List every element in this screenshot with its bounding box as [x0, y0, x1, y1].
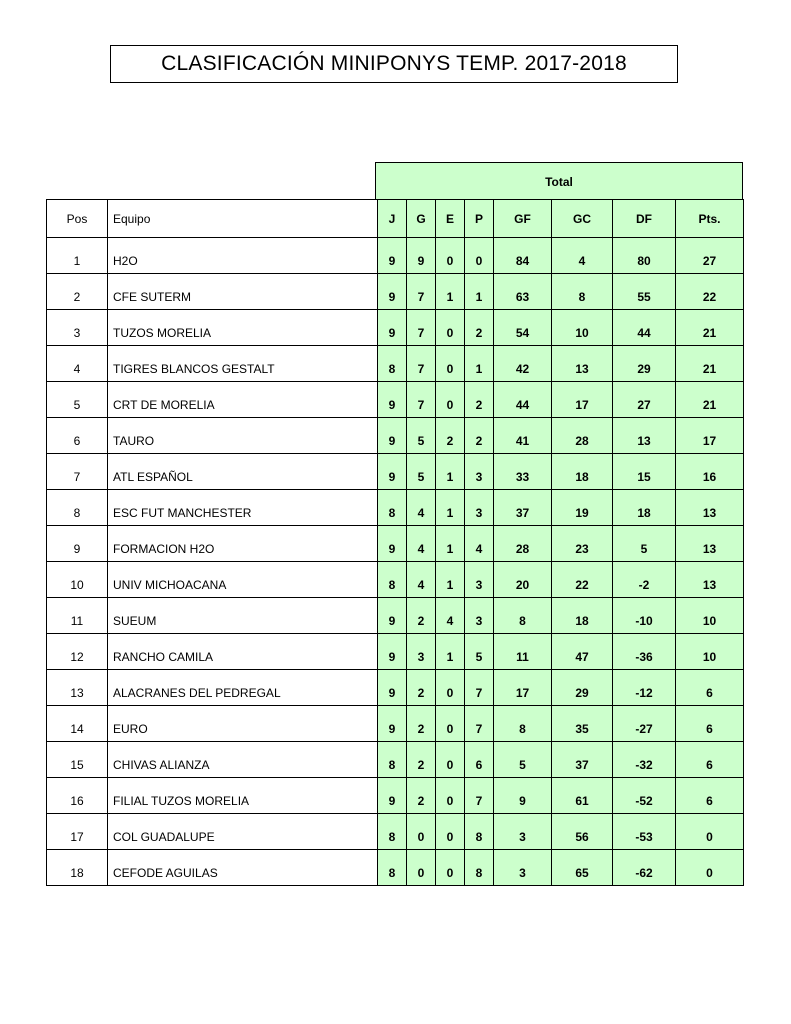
table-row	[47, 742, 744, 778]
cell-p: 4	[465, 526, 494, 562]
cell-g: 5	[407, 454, 436, 490]
cell-pts: 21	[676, 310, 744, 346]
cell-pts: 10	[676, 634, 744, 670]
cell-pos: 5	[47, 382, 108, 418]
cell-p: 3	[465, 562, 494, 598]
cell-gf: 84	[494, 238, 552, 274]
cell-team: ATL ESPAÑOL	[108, 454, 378, 490]
cell-df: -12	[613, 670, 676, 706]
cell-pos: 11	[47, 598, 108, 634]
cell-pts: 21	[676, 382, 744, 418]
cell-e: 0	[436, 814, 465, 850]
cell-e: 0	[436, 742, 465, 778]
cell-g: 2	[407, 670, 436, 706]
header-df: DF	[613, 200, 676, 238]
table-row	[47, 850, 744, 886]
cell-gf: 8	[494, 706, 552, 742]
cell-p: 7	[465, 670, 494, 706]
cell-p: 5	[465, 634, 494, 670]
cell-gf: 41	[494, 418, 552, 454]
cell-j: 8	[378, 562, 407, 598]
header-p: P	[465, 200, 494, 238]
cell-gf: 37	[494, 490, 552, 526]
cell-g: 3	[407, 634, 436, 670]
cell-g: 7	[407, 382, 436, 418]
cell-team: FORMACION H2O	[108, 526, 378, 562]
cell-g: 7	[407, 274, 436, 310]
cell-j: 9	[378, 274, 407, 310]
cell-pos: 1	[47, 238, 108, 274]
cell-gf: 28	[494, 526, 552, 562]
cell-pts: 21	[676, 346, 744, 382]
header-gc: GC	[552, 200, 613, 238]
cell-j: 9	[378, 634, 407, 670]
cell-pts: 13	[676, 526, 744, 562]
cell-gc: 65	[552, 850, 613, 886]
cell-gc: 61	[552, 778, 613, 814]
header-e: E	[436, 200, 465, 238]
cell-e: 0	[436, 346, 465, 382]
cell-pts: 6	[676, 670, 744, 706]
cell-pos: 14	[47, 706, 108, 742]
cell-pos: 17	[47, 814, 108, 850]
cell-team: H2O	[108, 238, 378, 274]
cell-gc: 4	[552, 238, 613, 274]
cell-gc: 23	[552, 526, 613, 562]
cell-g: 4	[407, 562, 436, 598]
cell-p: 3	[465, 598, 494, 634]
cell-team: CHIVAS ALIANZA	[108, 742, 378, 778]
cell-e: 1	[436, 454, 465, 490]
cell-pos: 16	[47, 778, 108, 814]
cell-df: -32	[613, 742, 676, 778]
cell-gf: 11	[494, 634, 552, 670]
cell-df: 15	[613, 454, 676, 490]
cell-g: 7	[407, 310, 436, 346]
cell-j: 9	[378, 598, 407, 634]
cell-j: 8	[378, 814, 407, 850]
table-row	[47, 598, 744, 634]
cell-df: 80	[613, 238, 676, 274]
cell-pos: 7	[47, 454, 108, 490]
cell-gf: 17	[494, 670, 552, 706]
cell-e: 0	[436, 382, 465, 418]
cell-pos: 10	[47, 562, 108, 598]
cell-team: CRT DE MORELIA	[108, 382, 378, 418]
cell-j: 8	[378, 850, 407, 886]
cell-gf: 5	[494, 742, 552, 778]
cell-team: UNIV MICHOACANA	[108, 562, 378, 598]
cell-df: 5	[613, 526, 676, 562]
cell-df: -52	[613, 778, 676, 814]
cell-g: 0	[407, 814, 436, 850]
cell-e: 2	[436, 418, 465, 454]
cell-e: 1	[436, 490, 465, 526]
cell-df: -62	[613, 850, 676, 886]
cell-p: 2	[465, 418, 494, 454]
cell-g: 0	[407, 850, 436, 886]
table-row	[47, 634, 744, 670]
cell-pos: 18	[47, 850, 108, 886]
cell-e: 1	[436, 526, 465, 562]
cell-j: 9	[378, 310, 407, 346]
header-gf: GF	[494, 200, 552, 238]
cell-team: COL GUADALUPE	[108, 814, 378, 850]
cell-gf: 9	[494, 778, 552, 814]
cell-g: 4	[407, 526, 436, 562]
cell-pts: 6	[676, 706, 744, 742]
cell-p: 0	[465, 238, 494, 274]
cell-p: 3	[465, 454, 494, 490]
cell-team: ALACRANES DEL PEDREGAL	[108, 670, 378, 706]
cell-p: 1	[465, 274, 494, 310]
cell-j: 9	[378, 706, 407, 742]
cell-g: 2	[407, 778, 436, 814]
cell-gf: 44	[494, 382, 552, 418]
cell-pts: 27	[676, 238, 744, 274]
table-row	[47, 814, 744, 850]
header-pos: Pos	[47, 200, 108, 238]
cell-pos: 4	[47, 346, 108, 382]
cell-gc: 18	[552, 598, 613, 634]
cell-gf: 3	[494, 850, 552, 886]
table-body	[47, 238, 744, 886]
table-row	[47, 562, 744, 598]
table-row	[47, 274, 744, 310]
page-title: CLASIFICACIÓN MINIPONYS TEMP. 2017-2018	[110, 45, 678, 83]
cell-team: SUEUM	[108, 598, 378, 634]
cell-gc: 37	[552, 742, 613, 778]
cell-gf: 8	[494, 598, 552, 634]
cell-e: 0	[436, 850, 465, 886]
cell-team: TAURO	[108, 418, 378, 454]
table-row	[47, 778, 744, 814]
header-j: J	[378, 200, 407, 238]
cell-df: 44	[613, 310, 676, 346]
cell-g: 4	[407, 490, 436, 526]
cell-p: 2	[465, 310, 494, 346]
cell-j: 9	[378, 382, 407, 418]
cell-pts: 0	[676, 814, 744, 850]
cell-p: 8	[465, 850, 494, 886]
cell-pos: 9	[47, 526, 108, 562]
cell-gf: 33	[494, 454, 552, 490]
cell-e: 0	[436, 670, 465, 706]
cell-team: CEFODE AGUILAS	[108, 850, 378, 886]
cell-pts: 6	[676, 778, 744, 814]
cell-pts: 13	[676, 490, 744, 526]
cell-team: EURO	[108, 706, 378, 742]
cell-pos: 3	[47, 310, 108, 346]
cell-j: 9	[378, 670, 407, 706]
cell-gf: 20	[494, 562, 552, 598]
header-pts: Pts.	[676, 200, 744, 238]
cell-p: 3	[465, 490, 494, 526]
cell-g: 2	[407, 742, 436, 778]
cell-gc: 18	[552, 454, 613, 490]
table-row	[47, 310, 744, 346]
cell-df: -36	[613, 634, 676, 670]
cell-gc: 47	[552, 634, 613, 670]
table-row	[47, 526, 744, 562]
cell-p: 2	[465, 382, 494, 418]
table-row	[47, 238, 744, 274]
cell-gf: 63	[494, 274, 552, 310]
cell-df: 18	[613, 490, 676, 526]
cell-p: 7	[465, 706, 494, 742]
cell-pts: 10	[676, 598, 744, 634]
cell-team: TUZOS MORELIA	[108, 310, 378, 346]
cell-j: 8	[378, 346, 407, 382]
cell-team: FILIAL TUZOS MORELIA	[108, 778, 378, 814]
cell-e: 0	[436, 778, 465, 814]
table-row	[47, 454, 744, 490]
cell-gf: 42	[494, 346, 552, 382]
cell-df: -27	[613, 706, 676, 742]
table-header-row	[47, 200, 744, 238]
cell-gc: 8	[552, 274, 613, 310]
header-team: Equipo	[108, 200, 378, 238]
table-row	[47, 382, 744, 418]
cell-df: 27	[613, 382, 676, 418]
cell-pts: 6	[676, 742, 744, 778]
table-row	[47, 418, 744, 454]
cell-df: -2	[613, 562, 676, 598]
cell-pts: 16	[676, 454, 744, 490]
cell-df: 13	[613, 418, 676, 454]
cell-e: 1	[436, 562, 465, 598]
table-row	[47, 706, 744, 742]
cell-pos: 12	[47, 634, 108, 670]
table-row	[47, 670, 744, 706]
cell-p: 1	[465, 346, 494, 382]
cell-j: 9	[378, 454, 407, 490]
cell-gc: 13	[552, 346, 613, 382]
cell-gc: 56	[552, 814, 613, 850]
cell-j: 9	[378, 778, 407, 814]
cell-e: 0	[436, 238, 465, 274]
cell-pos: 8	[47, 490, 108, 526]
cell-pts: 0	[676, 850, 744, 886]
cell-e: 4	[436, 598, 465, 634]
table-row	[47, 346, 744, 382]
cell-e: 1	[436, 274, 465, 310]
standings-table	[46, 199, 744, 886]
cell-pts: 17	[676, 418, 744, 454]
cell-gf: 3	[494, 814, 552, 850]
cell-p: 8	[465, 814, 494, 850]
cell-team: RANCHO CAMILA	[108, 634, 378, 670]
cell-pts: 13	[676, 562, 744, 598]
table-row	[47, 490, 744, 526]
cell-j: 9	[378, 238, 407, 274]
cell-gc: 29	[552, 670, 613, 706]
cell-pos: 2	[47, 274, 108, 310]
cell-g: 7	[407, 346, 436, 382]
cell-gc: 35	[552, 706, 613, 742]
cell-g: 9	[407, 238, 436, 274]
cell-df: -53	[613, 814, 676, 850]
cell-p: 7	[465, 778, 494, 814]
cell-pts: 22	[676, 274, 744, 310]
cell-df: 55	[613, 274, 676, 310]
cell-gc: 28	[552, 418, 613, 454]
cell-g: 5	[407, 418, 436, 454]
cell-pos: 6	[47, 418, 108, 454]
cell-j: 9	[378, 526, 407, 562]
cell-df: 29	[613, 346, 676, 382]
cell-team: TIGRES BLANCOS GESTALT	[108, 346, 378, 382]
cell-g: 2	[407, 706, 436, 742]
cell-j: 8	[378, 490, 407, 526]
cell-df: -10	[613, 598, 676, 634]
cell-e: 1	[436, 634, 465, 670]
cell-p: 6	[465, 742, 494, 778]
cell-gf: 54	[494, 310, 552, 346]
cell-pos: 13	[47, 670, 108, 706]
cell-gc: 19	[552, 490, 613, 526]
cell-pos: 15	[47, 742, 108, 778]
cell-team: ESC FUT MANCHESTER	[108, 490, 378, 526]
cell-team: CFE SUTERM	[108, 274, 378, 310]
header-g: G	[407, 200, 436, 238]
cell-g: 2	[407, 598, 436, 634]
cell-gc: 22	[552, 562, 613, 598]
cell-e: 0	[436, 310, 465, 346]
cell-e: 0	[436, 706, 465, 742]
cell-j: 9	[378, 418, 407, 454]
total-group-header: Total	[375, 162, 743, 200]
cell-gc: 17	[552, 382, 613, 418]
cell-j: 8	[378, 742, 407, 778]
cell-gc: 10	[552, 310, 613, 346]
